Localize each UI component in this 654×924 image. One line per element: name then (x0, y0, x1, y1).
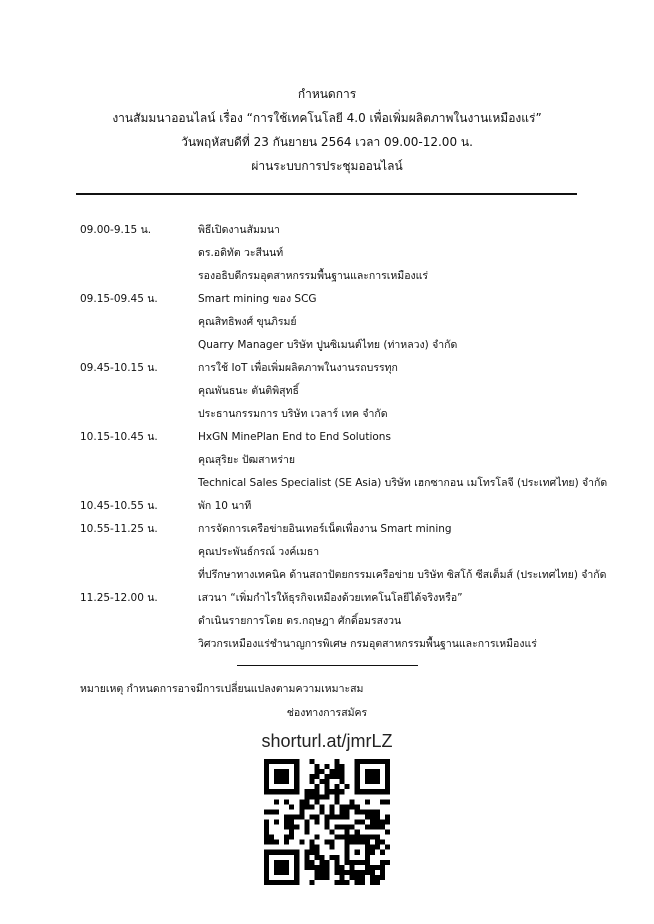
schedule-topic: พิธีเปิดงานสัมมนา (198, 224, 280, 236)
schedule-time: 09.45-10.15 น. (80, 362, 158, 374)
schedule-affiliation: รองอธิบดีกรมอุตสาหกรรมพื้นฐานและการเหมืองแร่ (198, 270, 429, 282)
schedule-row (80, 311, 600, 334)
schedule-divider (237, 665, 418, 666)
schedule (80, 219, 608, 656)
schedule-topic: การใช้ IoT เพื่อเพิ่มผลิตภาพในงานรถบรรทุก (198, 362, 398, 374)
schedule-time: 10.15-10.45 น. (80, 431, 158, 443)
schedule-topic: พัก 10 นาที (198, 500, 252, 512)
schedule-row (80, 472, 608, 495)
header-title: กำหนดการ (297, 87, 357, 101)
schedule-row (80, 334, 600, 357)
header-divider (76, 193, 577, 195)
schedule-topic: เสวนา “เพิ่มกำไรให้ธุรกิจเหมืองด้วยเทคโนโลยีได้จริงหรือ” (198, 592, 463, 604)
schedule-affiliation: ที่ปรึกษาทางเทคนิค ด้านสถาปัตยกรรมเครือข่าย บริษัท ซิสโก้ ซีสเต็มส์ (ประเทศไทย) จำกัด (198, 569, 607, 581)
schedule-speaker: ดร.อดิทัต วะสีนนท์ (198, 247, 284, 259)
qr-code-icon[interactable] (264, 759, 390, 885)
seminar-title: งานสัมมนาออนไลน์ เรื่อง “การใช้เทคโนโลยี 4.0 เพื่อเพิ่มผลิตภาพในงานเหมืองแร่” (112, 111, 542, 125)
schedule-row (80, 265, 600, 288)
schedule-speaker: คุณประพันธ์กรณ์ วงค์เมธา (198, 546, 320, 558)
seminar-date: วันพฤหัสบดีที่ 23 กันยายน 2564 เวลา 09.00-12.00 น. (181, 135, 473, 149)
schedule-topic: การจัดการเครือข่ายอินเทอร์เน็ตเพื่องาน Smart mining (198, 523, 452, 535)
schedule-time: 09.00-9.15 น. (80, 224, 152, 236)
schedule-speaker: คุณสุริยะ ปัฒสาหร่าย (198, 454, 296, 466)
schedule-speaker: คุณพันธนะ ตันติพิสุทธิ์ (198, 385, 299, 397)
schedule-row (80, 242, 600, 265)
schedule-row (80, 357, 600, 380)
schedule-row (80, 426, 600, 449)
document-header (0, 82, 654, 178)
registration-label: ช่องทางการสมัคร (286, 707, 368, 719)
schedule-topic: HxGN MinePlan End to End Solutions (198, 431, 391, 443)
schedule-row (80, 403, 600, 426)
schedule-row (80, 288, 600, 311)
schedule-row (80, 564, 607, 587)
schedule-time: 10.45-10.55 น. (80, 500, 158, 512)
schedule-note: หมายเหตุ กำหนดการอาจมีการเปลี่ยนแปลงตามความเหมาะสม (80, 683, 364, 695)
schedule-row (80, 449, 600, 472)
schedule-speaker: คุณสิทธิพงศ์ ขุนภิรมย์ (198, 316, 297, 328)
schedule-row (80, 541, 600, 564)
schedule-time: 09.15-09.45 น. (80, 293, 158, 305)
schedule-affiliation: Technical Sales Specialist (SE Asia) บริษัท เฮกซากอน เมโทรโลจี (ประเทศไทย) จำกัด (198, 477, 608, 489)
schedule-affiliation: Quarry Manager บริษัท ปูนซิเมนต์ไทย (ท่าหลวง) จำกัด (198, 339, 458, 351)
schedule-row (80, 219, 600, 242)
schedule-topic: Smart mining ของ SCG (198, 293, 317, 305)
schedule-row (80, 380, 600, 403)
schedule-row (80, 633, 600, 656)
schedule-row (80, 518, 600, 541)
schedule-row (80, 495, 600, 518)
schedule-time: 10.55-11.25 น. (80, 523, 158, 535)
registration-url[interactable]: shorturl.at/jmrLZ (261, 731, 393, 751)
schedule-affiliation: วิศวกรเหมืองแร่ชำนาญการพิเศษ กรมอุตสาหกรรมพื้นฐานและการเหมืองแร่ (198, 638, 537, 650)
seminar-platform: ผ่านระบบการประชุมออนไลน์ (251, 159, 403, 173)
schedule-row (80, 610, 600, 633)
schedule-speaker: ดำเนินรายการโดย ดร.กฤษฎา ศักดิ์อมรสงวน (198, 615, 402, 627)
schedule-row (80, 587, 600, 610)
schedule-affiliation: ประธานกรรมการ บริษัท เวลาร์ เทค จำกัด (198, 408, 388, 420)
schedule-time: 11.25-12.00 น. (80, 592, 158, 604)
